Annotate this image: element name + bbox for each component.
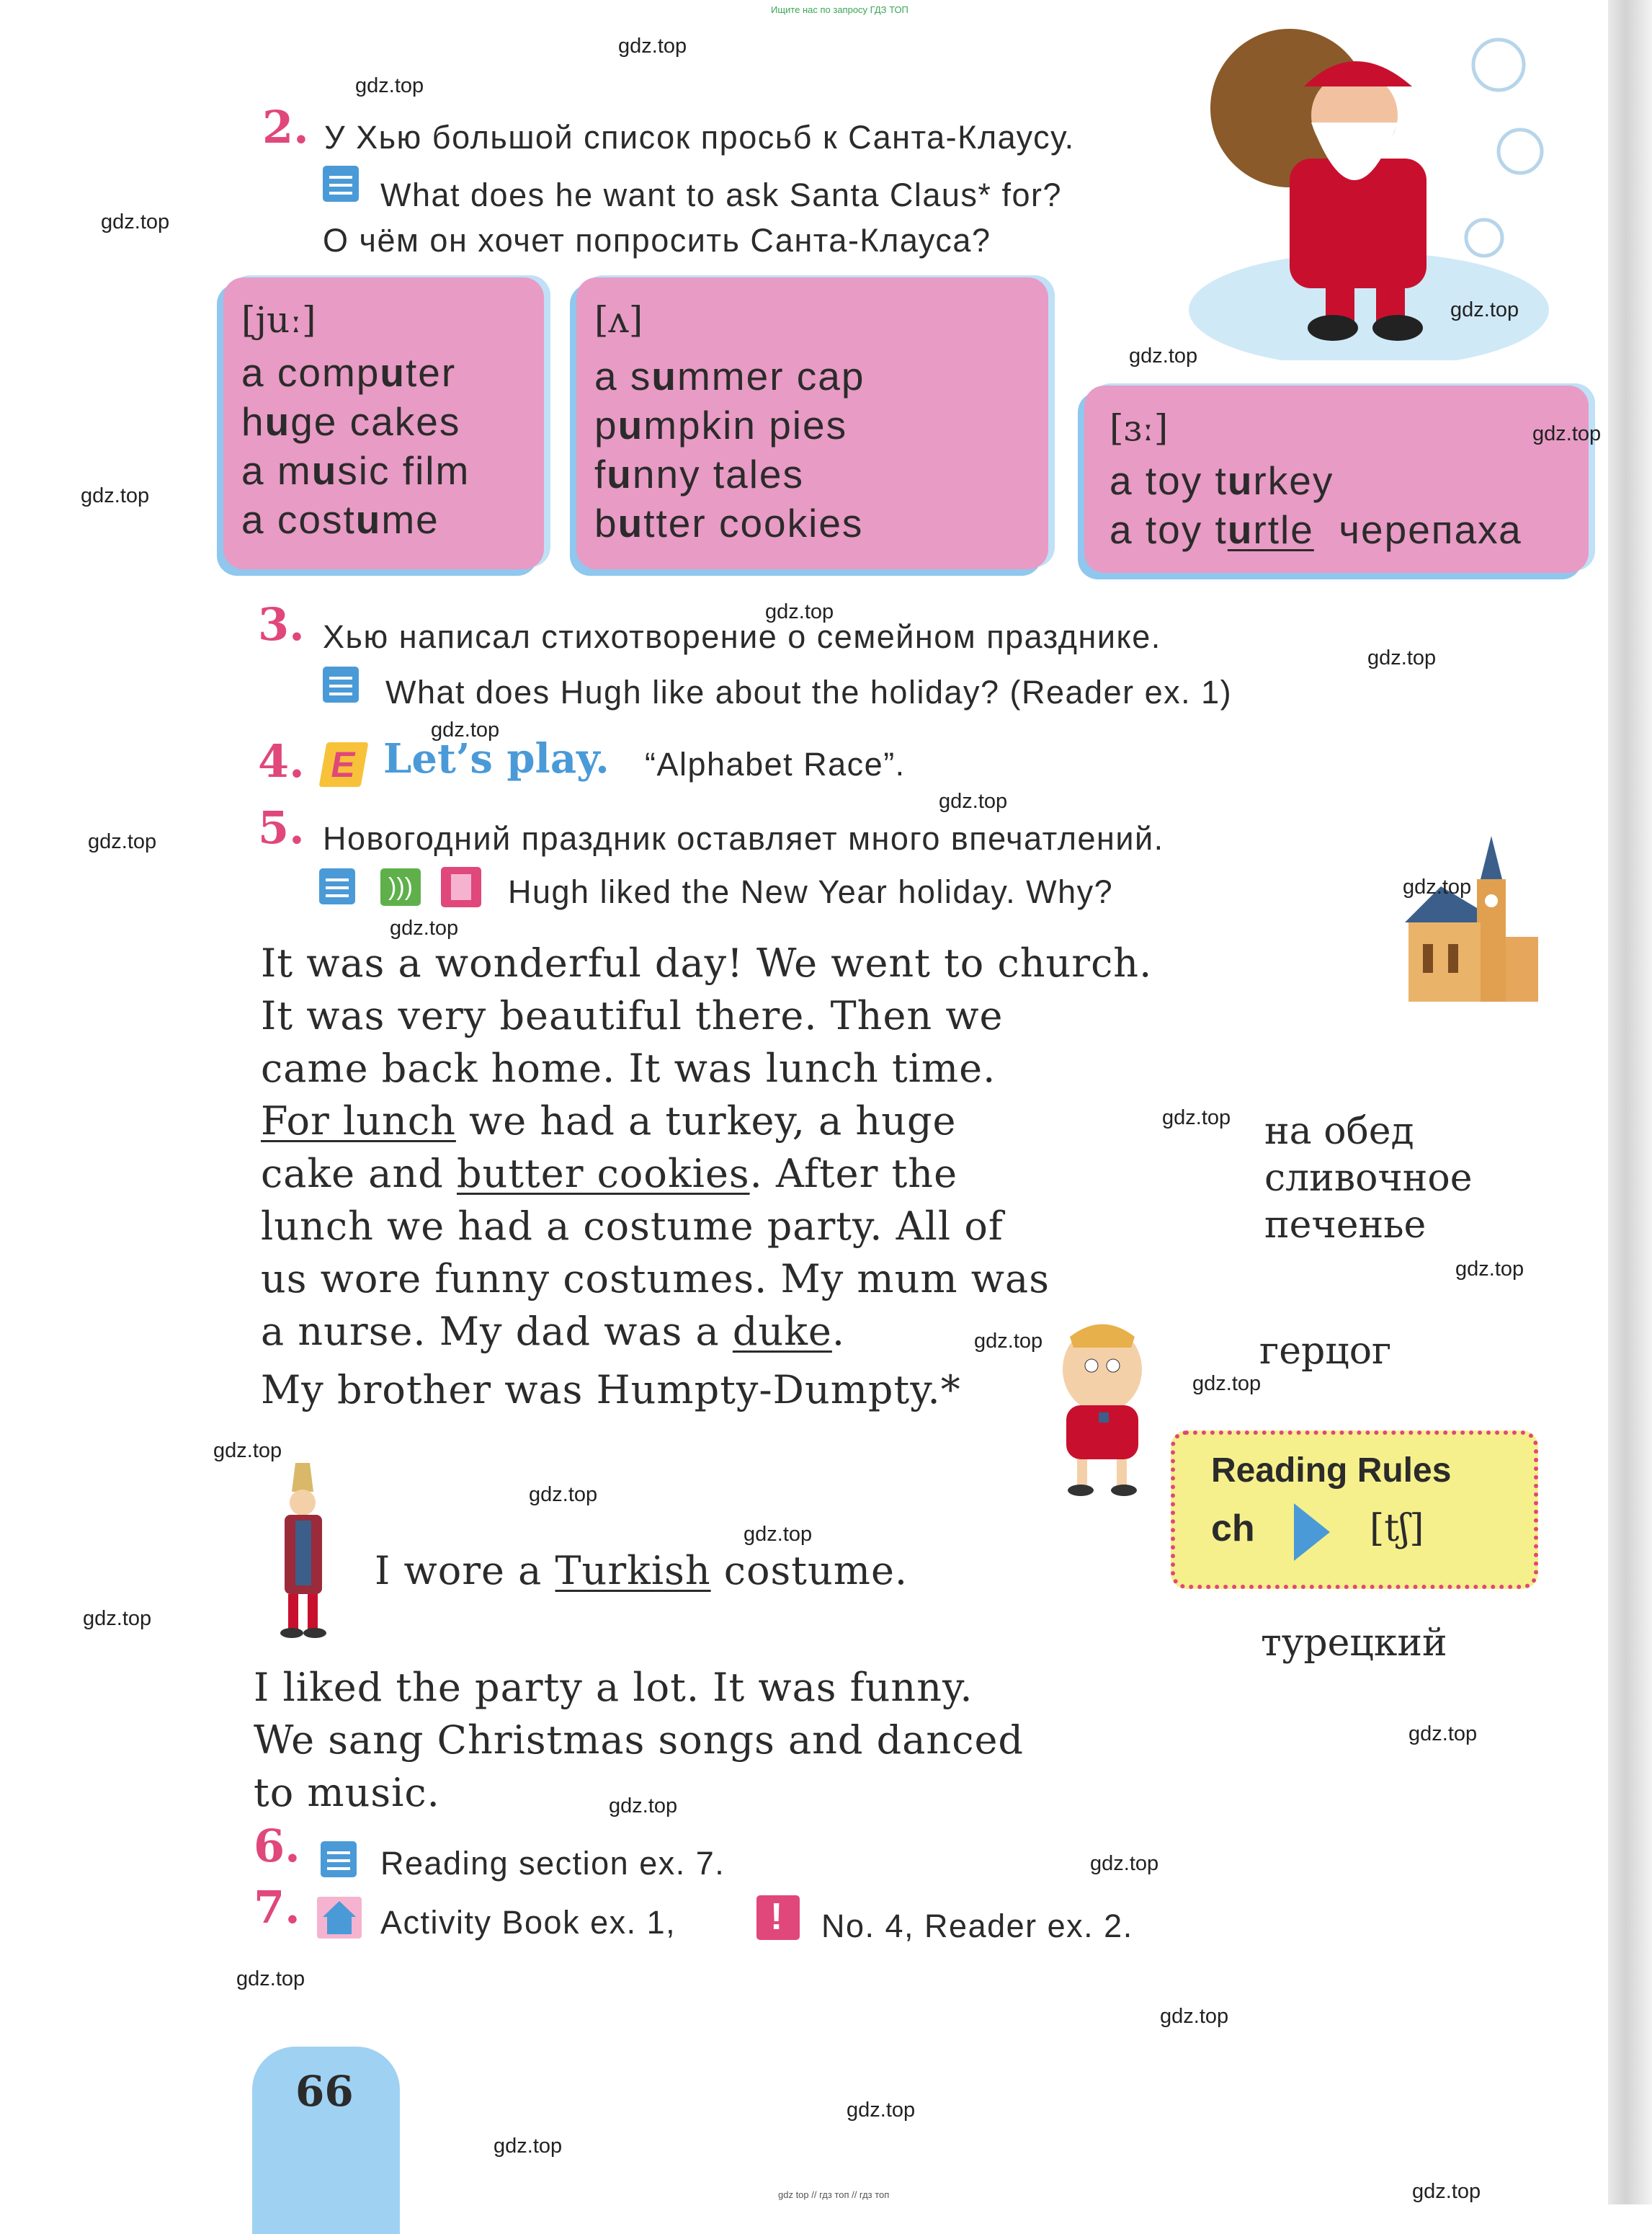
gloss-butter: сливочное: [1264, 1157, 1473, 1200]
story-line: It was a wonderful day! We went to church.: [261, 940, 1153, 986]
watermark: gdz.top: [236, 1967, 305, 1990]
word-line: a music film: [241, 448, 470, 493]
word-line: butter cookies: [594, 501, 864, 546]
watermark: gdz.top: [939, 790, 1008, 813]
word-line: huge cakes: [241, 399, 461, 444]
book-icon: [323, 667, 359, 703]
exercise-5-title: Новогодний праздник оставляет много впечатлений.: [323, 820, 1164, 857]
watermark: gdz.top: [1455, 1258, 1524, 1281]
exercise-3-number: 3.: [258, 598, 305, 651]
watermark: gdz.top: [1129, 344, 1198, 368]
exercise-6-number: 6.: [254, 1820, 300, 1872]
watermark: gdz.top: [765, 600, 834, 623]
watermark: gdz.top: [1408, 1722, 1478, 1745]
story-line: It was very beautiful there. Then we: [261, 993, 1004, 1038]
watermark: gdz.top: [431, 718, 500, 742]
exercise-3-title: Хью написал стихотворение о семейном празднике.: [323, 618, 1161, 655]
page-number: 66: [295, 2067, 354, 2116]
story-line: us wore funny costumes. My mum was: [261, 1256, 1050, 1301]
top-banner: Ищите нас по запросу ГДЗ ТОП: [771, 4, 908, 15]
phonetic-box-3: [1084, 386, 1589, 573]
phonetic-symbol: [ɜː]: [1109, 407, 1169, 449]
watermark: gdz.top: [1162, 1106, 1231, 1129]
dialog-icon: [441, 867, 481, 907]
bottom-banner: gdz top // гдз топ // гдз топ: [778, 2189, 890, 2200]
exercise-7-number: 7.: [254, 1881, 300, 1933]
watermark: gdz.top: [1160, 2005, 1229, 2028]
watermark: gdz.top: [1367, 646, 1437, 669]
phonetic-box-ju: [223, 277, 544, 569]
watermark: gdz.top: [529, 1483, 598, 1506]
watermark: gdz.top: [1403, 876, 1472, 899]
page-number-tab: [252, 2047, 400, 2234]
story-line: cake and butter cookies. After the: [261, 1151, 958, 1196]
watermark: gdz.top: [744, 1523, 813, 1546]
word-line: funny tales: [594, 452, 805, 497]
story-line: For lunch we had a turkey, a huge: [261, 1098, 957, 1144]
watermark: gdz.top: [974, 1330, 1043, 1353]
watermark: gdz.top: [618, 35, 687, 58]
watermark: gdz.top: [213, 1439, 282, 1462]
exclamation-icon: !: [756, 1895, 800, 1940]
exercise-6-text: Reading section ex. 7.: [380, 1845, 725, 1882]
watermark: gdz.top: [847, 2099, 916, 2122]
exercise-5-question: Hugh liked the New Year holiday. Why?: [508, 873, 1114, 910]
story-line: I wore a Turkish costume.: [375, 1548, 908, 1593]
humpty-dumpty-illustration: [1037, 1319, 1167, 1499]
word-line: a summer cap: [594, 354, 865, 399]
watermark: gdz.top: [1192, 1372, 1262, 1395]
book-icon: [319, 868, 355, 904]
story-line: came back home. It was lunch time.: [261, 1046, 996, 1091]
exercise-7-text-a: Activity Book ex. 1,: [380, 1904, 677, 1941]
watermark: gdz.top: [494, 2135, 563, 2158]
story-line: to music.: [254, 1770, 440, 1815]
phonetic-symbol: [juː]: [241, 299, 316, 341]
watermark: gdz.top: [1412, 2180, 1481, 2203]
phonetic-symbol: [ʌ]: [594, 299, 643, 341]
watermark: gdz.top: [609, 1794, 678, 1817]
gloss-duke: герцог: [1259, 1330, 1392, 1373]
word-line: a computer: [241, 350, 457, 395]
reading-rules-letters: ch: [1211, 1508, 1255, 1549]
story-line: I liked the party a lot. It was funny.: [254, 1665, 973, 1710]
word-line: a toy turkey: [1109, 458, 1334, 503]
audio-icon: ))): [380, 868, 421, 906]
exercise-5-number: 5.: [258, 801, 305, 854]
story-line: My brother was Humpty-Dumpty.*: [261, 1367, 961, 1412]
exercise-2-number: 2.: [262, 101, 309, 153]
watermark: gdz.top: [1450, 298, 1519, 321]
exercise-2-question: What does he want to ask Santa Claus* for?: [380, 177, 1062, 213]
watermark: gdz.top: [88, 830, 157, 853]
turkish-costume-illustration: [256, 1463, 349, 1643]
home-icon: [317, 1897, 362, 1939]
watermark: gdz.top: [355, 74, 424, 97]
gloss-lunch: на обед: [1264, 1110, 1414, 1153]
watermark: gdz.top: [1532, 422, 1602, 445]
reading-rules-title: Reading Rules: [1211, 1451, 1452, 1490]
word-line: pumpkin pies: [594, 403, 848, 448]
reading-rules-sound: [tʃ]: [1370, 1507, 1424, 1550]
book-icon: [323, 166, 359, 202]
word-line: a costume: [241, 497, 439, 542]
watermark: gdz.top: [1090, 1852, 1159, 1875]
game-icon: E: [319, 742, 369, 787]
watermark: gdz.top: [390, 917, 459, 940]
game-name: “Alphabet Race”.: [645, 746, 906, 783]
church-illustration: [1398, 836, 1542, 1009]
watermark: gdz.top: [81, 484, 150, 507]
page-gutter: [1608, 0, 1652, 2204]
arrow-right-icon: [1294, 1503, 1330, 1561]
lets-play-title: Let’s play.: [383, 735, 610, 783]
reading-rules-box: [1171, 1430, 1538, 1589]
story-line: lunch we had a costume party. All of: [261, 1203, 1004, 1249]
exercise-2-title: У Хью большой список просьб к Санта-Клаусу.: [324, 119, 1075, 156]
exercise-4-number: 4.: [258, 735, 305, 788]
exercise-7-text-b: No. 4, Reader ex. 2.: [821, 1908, 1133, 1944]
story-line: We sang Christmas songs and danced: [254, 1717, 1024, 1763]
gloss-turkish: турецкий: [1261, 1621, 1447, 1665]
phonetic-box-a: [576, 277, 1048, 569]
gloss-cookies: печенье: [1264, 1203, 1426, 1247]
word-line: a toy turtle черепаха: [1109, 507, 1522, 552]
exercise-2-question-ru: О чём он хочет попросить Санта-Клауса?: [323, 222, 991, 259]
book-icon: [321, 1841, 357, 1877]
story-line: a nurse. My dad was a duke.: [261, 1309, 846, 1354]
watermark: gdz.top: [83, 1607, 152, 1630]
watermark: gdz.top: [101, 210, 170, 233]
exercise-3-question: What does Hugh like about the holiday? (Reader ex. 1): [385, 674, 1233, 711]
